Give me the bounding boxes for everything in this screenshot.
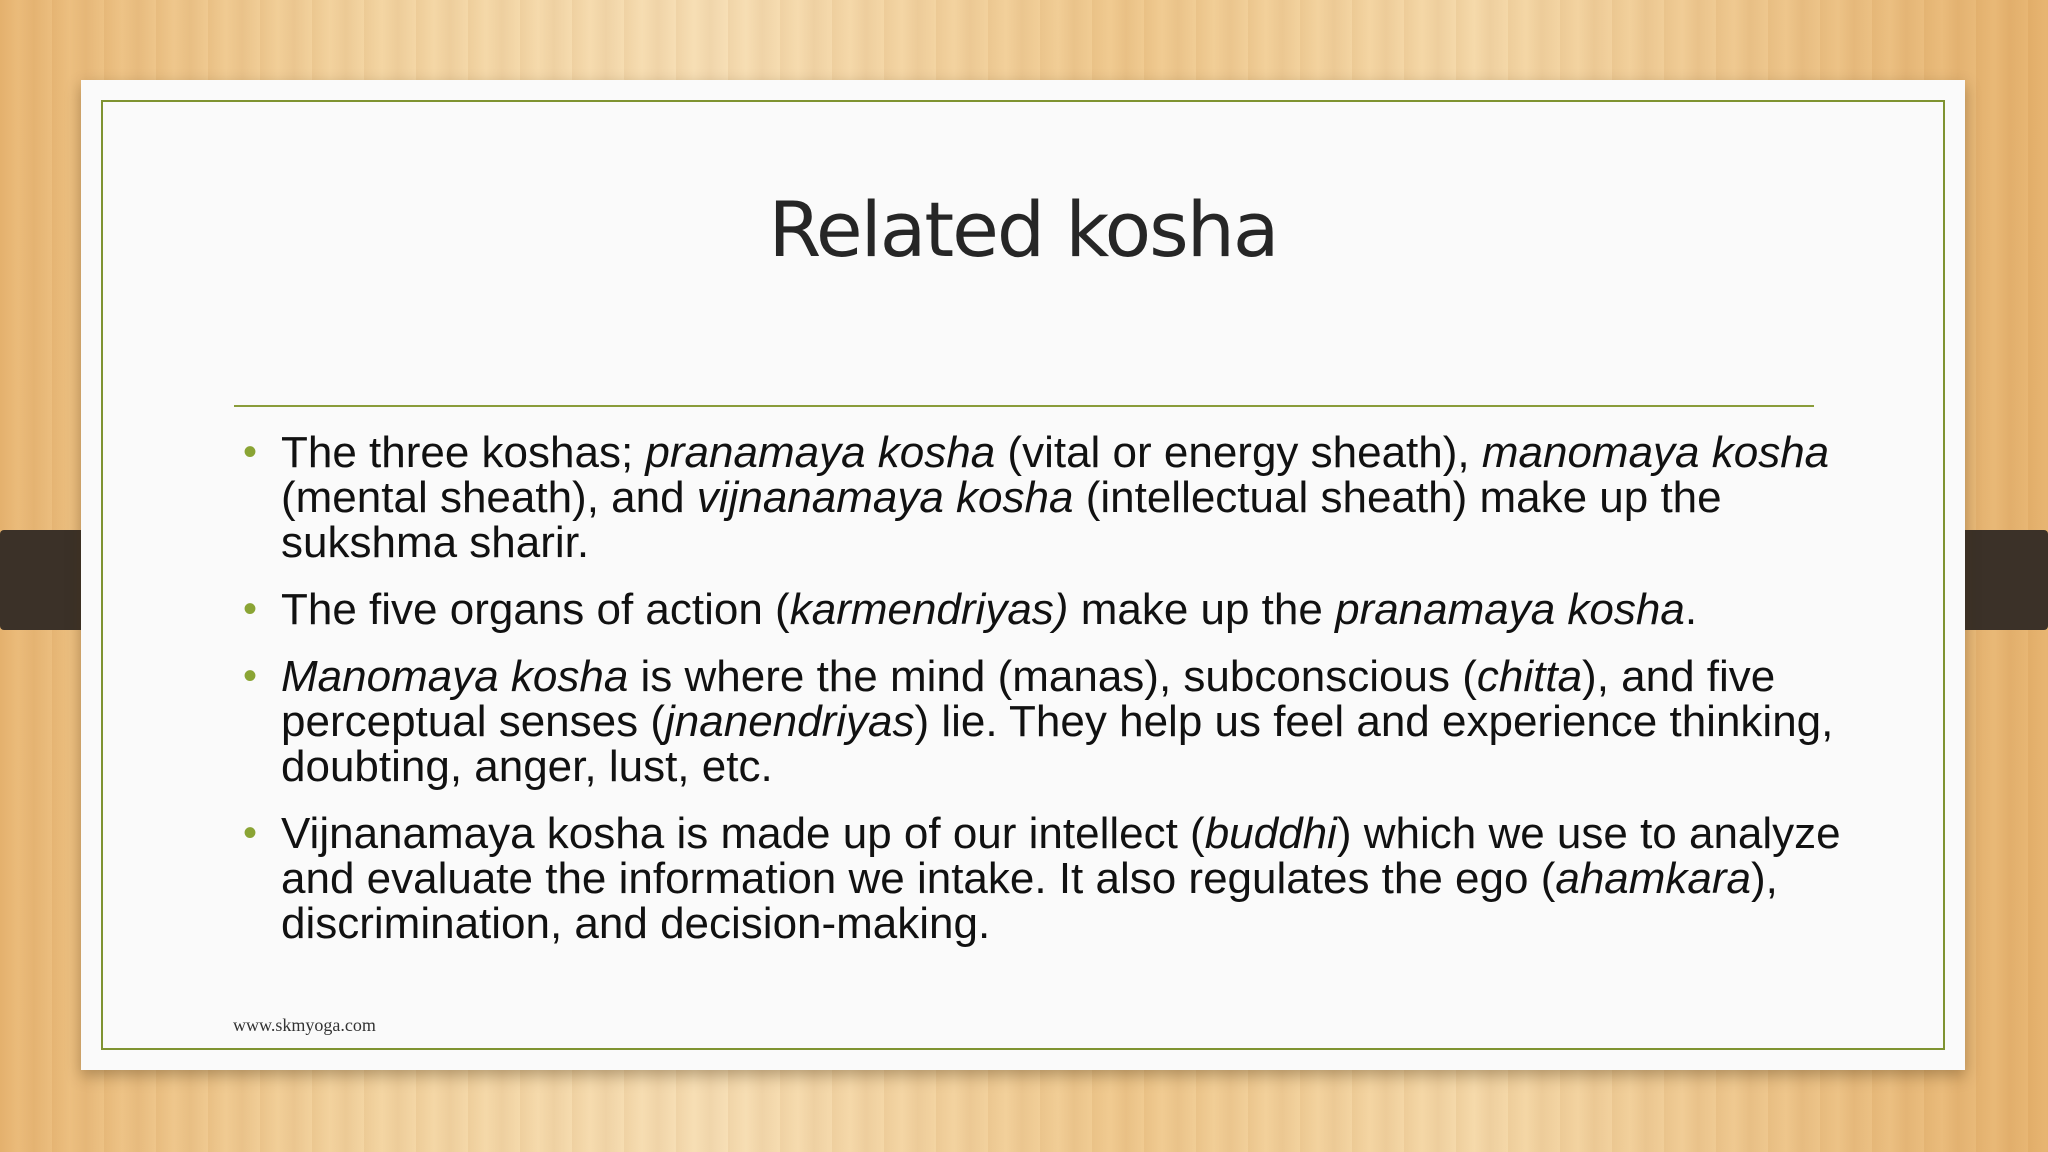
bullet-italic-text: karmendriyas) <box>789 585 1069 634</box>
bullet-text: . <box>1684 585 1698 634</box>
bullet-text: ), and five perceptual senses ( <box>281 652 1776 746</box>
bullet-italic-text: Manomaya kosha <box>281 652 629 701</box>
bullet-item <box>243 428 1841 567</box>
bullet-text: The five organs of action ( <box>281 585 790 634</box>
bullet-text: is where the mind (manas), subconscious ( <box>628 652 1477 701</box>
bullet-item <box>243 809 1841 948</box>
bullet-italic-text: jnanendriyas <box>665 697 915 746</box>
bullet-italic-text: pranamaya kosha <box>1335 585 1685 634</box>
bullet-text: ), discrimination, and decision-making. <box>281 854 1778 948</box>
slide-title: Related kosha <box>768 185 1278 274</box>
bullet-italic-text: ahamkara <box>1555 854 1752 903</box>
footer-url: www.skmyoga.com <box>233 1015 376 1035</box>
bullet-text: Vijnanamaya kosha is made up of our intellect ( <box>281 809 1205 858</box>
bullet-text: (intellectual sheath) make up the sukshma sharir. <box>281 473 1722 567</box>
title-divider <box>234 405 1814 407</box>
bullet-list <box>243 428 1841 968</box>
bullet-item <box>243 652 1841 791</box>
bullet-text: ) lie. They help us feel and experience thinking, doubting, anger, lust, etc. <box>281 697 1834 791</box>
bullet-italic-text: pranamaya kosha <box>645 428 996 477</box>
bullet-text: make up the <box>1068 585 1336 634</box>
bullet-italic-text: vijnanamaya kosha <box>696 473 1074 522</box>
bullet-text: (vital or energy sheath), <box>995 428 1482 477</box>
bullet-italic-text: manomaya kosha <box>1481 428 1830 477</box>
bullet-dot-icon: • <box>243 430 258 474</box>
bullet-italic-text: chitta <box>1476 652 1583 701</box>
bullet-text: The three koshas; <box>281 428 646 477</box>
bullet-dot-icon: • <box>243 654 258 698</box>
bullet-dot-icon: • <box>243 587 258 631</box>
bullet-item <box>243 585 1841 634</box>
bullet-italic-text: buddhi <box>1204 809 1337 858</box>
bullet-text: ) which we use to analyze and evaluate the information we intake. It also regulates the ego ( <box>281 809 1841 903</box>
bullet-dot-icon: • <box>243 811 258 855</box>
slide <box>81 80 1965 1070</box>
bullet-text: (mental sheath), and <box>281 473 697 522</box>
